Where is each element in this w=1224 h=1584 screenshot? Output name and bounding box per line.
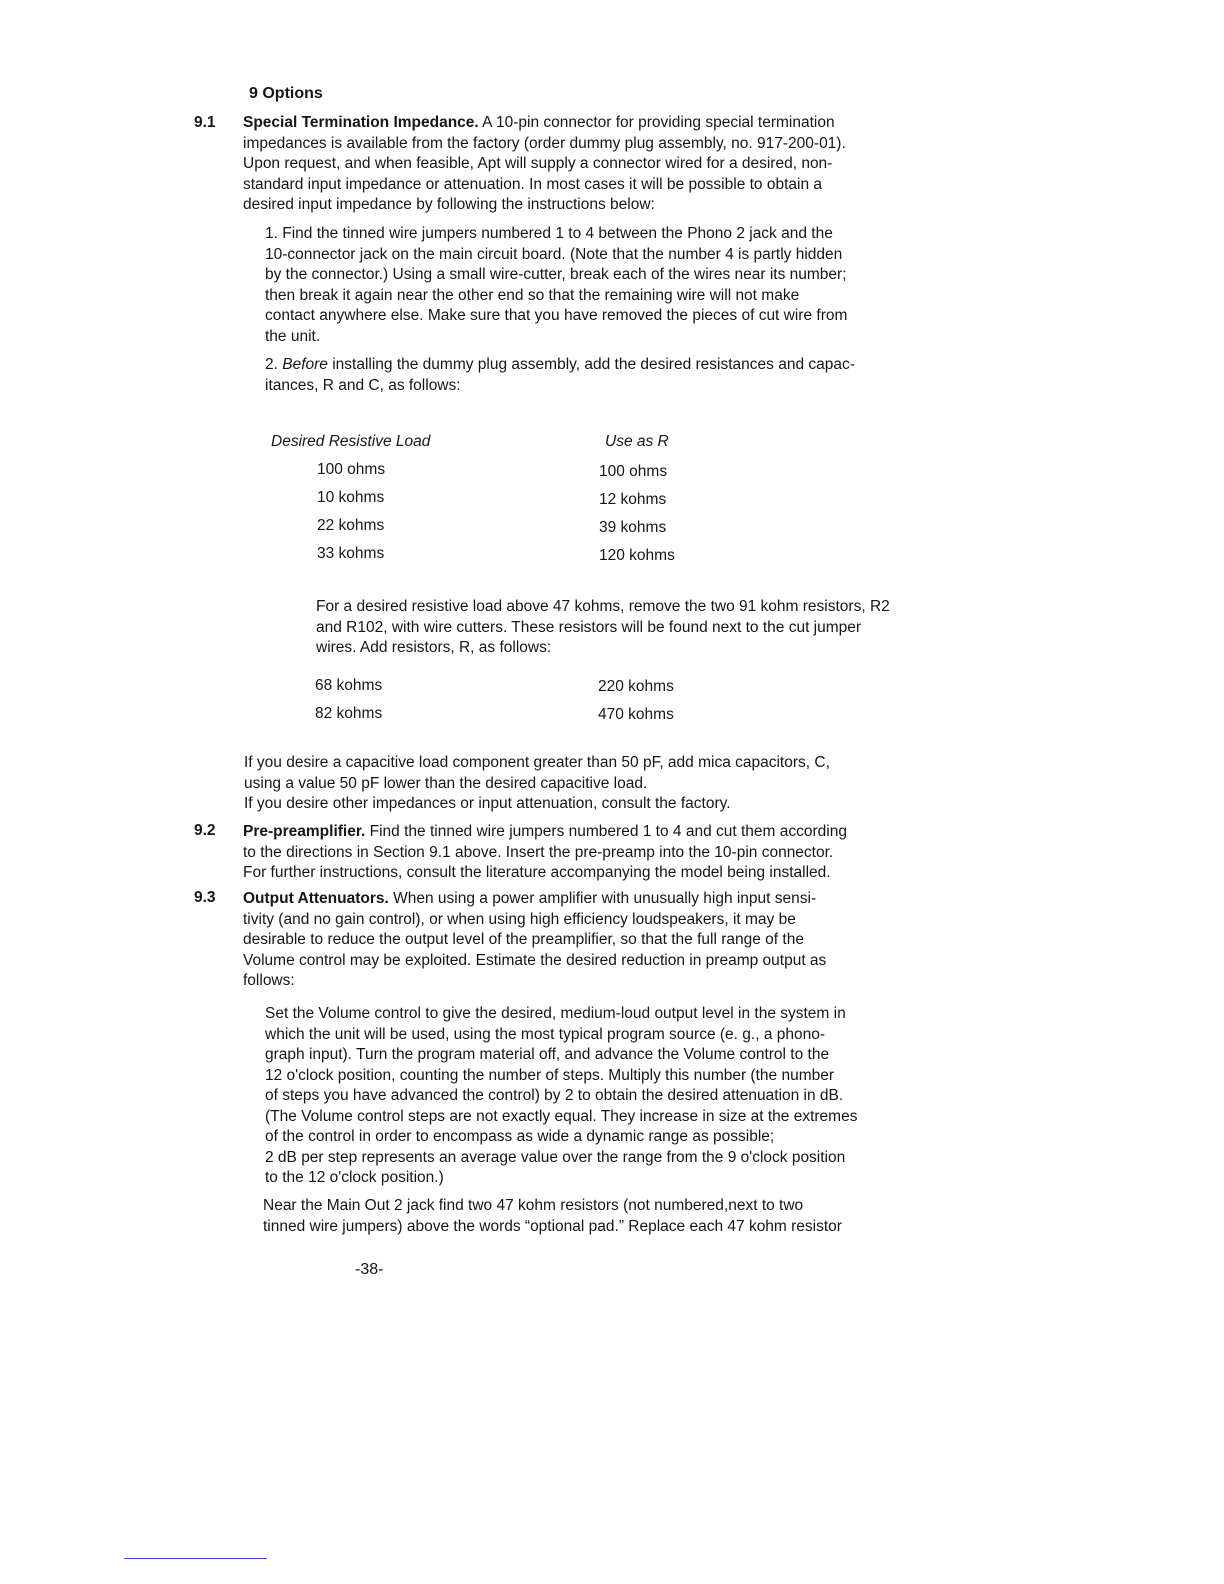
table-cell: 220 kohms bbox=[598, 678, 674, 695]
page-heading: 9 Options bbox=[249, 85, 323, 102]
step-2-body: installing the dummy plug assembly, add the desired resistances and capac- itances, R and C, as follows: bbox=[265, 356, 855, 394]
section-number-9-1: 9.1 bbox=[194, 114, 216, 131]
table-cell: 100 ohms bbox=[317, 461, 386, 478]
section-9-3-text bbox=[243, 889, 983, 992]
above-47k-text: For a desired resistive load above 47 kohms, remove the two 91 kohm resistors, R2 and R102, with wire cutters. These resistors will be found next to the cut jumper wires. Add resistors, R, as follows: bbox=[316, 598, 890, 656]
table-cell: 100 ohms bbox=[599, 463, 668, 480]
step-2-text bbox=[265, 355, 985, 396]
table-cell: 68 kohms bbox=[315, 677, 383, 694]
section-9-1-intro-text: A 10-pin connector for providing special termination impedances is available from the factory (order dummy plug assembly, no. 917-200-01). Upon request, and when feasible, Apt will supply a connector wired for a desired, non- standard input impedance or attenuation. In most cases it will be possible to obtain a desired input impedance by following the instructions below: bbox=[243, 114, 846, 213]
page-number: -38- bbox=[355, 1261, 384, 1278]
table-cell: 82 kohms bbox=[315, 705, 383, 722]
section-9-3-body: When using a power amplifier with unusually high input sensi- tivity (and no gain control), or when using high efficiency loudspeakers, it may be desirable to reduce the output level of the preamplifier, so that the full range of the Volume control may be exploited. Estimate the desired reduction in preamp output as follows: bbox=[243, 890, 827, 989]
step-2-italic: Before bbox=[282, 356, 328, 373]
section-9-2-title: Pre-preamplifier. bbox=[243, 823, 366, 840]
table-cell: 10 kohms bbox=[317, 489, 385, 506]
capacitive-load-text: If you desire a capacitive load component greater than 50 pF, add mica capacitors, C, using a value 50 pF lower than the desired capacitive load. If you desire other impedances or input attenuation, consult the factory. bbox=[244, 754, 830, 812]
table-cell: 470 kohms bbox=[598, 706, 674, 723]
section-9-2-body: Find the tinned wire jumpers numbered 1 to 4 and cut them according to the directions in Section 9.1 above. Insert the pre-preamp into the 10-pin connector. For further instructions, consult the literature accompanying the model being installed. bbox=[243, 823, 847, 881]
section-number-9-2: 9.2 bbox=[194, 822, 216, 839]
table-cell: 39 kohms bbox=[599, 519, 667, 536]
table-cell: 33 kohms bbox=[317, 545, 385, 562]
section-number-9-3: 9.3 bbox=[194, 889, 216, 906]
table-header-desired-load: Desired Resistive Load bbox=[271, 433, 431, 450]
step-1-text: 1. Find the tinned wire jumpers numbered 1 to 4 between the Phono 2 jack and the 10-connector jack on the main circuit board. (Note that the number 4 is partly hidden by the connector.) Using a small wire-cutter, break each of the wires near its number; then break it again near the other end so that the remaining wire will not make contact anywhere else. Make sure that you have removed the pieces of cut wire from the unit. bbox=[265, 225, 848, 345]
footer-rule bbox=[124, 1558, 267, 1559]
section-9-1-title: Special Termination Impedance. bbox=[243, 114, 479, 131]
section-9-3-title: Output Attenuators. bbox=[243, 890, 389, 907]
table-cell: 12 kohms bbox=[599, 491, 667, 508]
table-cell: 22 kohms bbox=[317, 517, 385, 534]
section-9-2-text bbox=[243, 822, 983, 884]
table-header-use-as-r: Use as R bbox=[605, 433, 669, 450]
table-cell: 120 kohms bbox=[599, 547, 675, 564]
step-2-prefix: 2. bbox=[265, 356, 283, 373]
section-9-1-intro bbox=[243, 113, 1003, 216]
volume-control-text: Set the Volume control to give the desired, medium-loud output level in the system in which the unit will be used, using the most typical program source (e. g., a phono- graph input). Turn the program material off, and advance the Volume control to the 12 o'clock position, counting the number of steps. Multiply this number (the number of steps you have advanced the control) by 2 to obtain the desired attenuation in dB. (The Volume control steps are not exactly equal. They increase in size at the extremes of the control in order to encompass as wide a dynamic range as possible; 2 dB per step represents an average value over the range from the 9 o'clock position to the 12 o'clock position.) bbox=[265, 1005, 858, 1186]
main-out-text: Near the Main Out 2 jack find two 47 kohm resistors (not numbered,next to two tinned wire jumpers) above the words “optional pad.” Replace each 47 kohm resistor bbox=[263, 1197, 842, 1235]
